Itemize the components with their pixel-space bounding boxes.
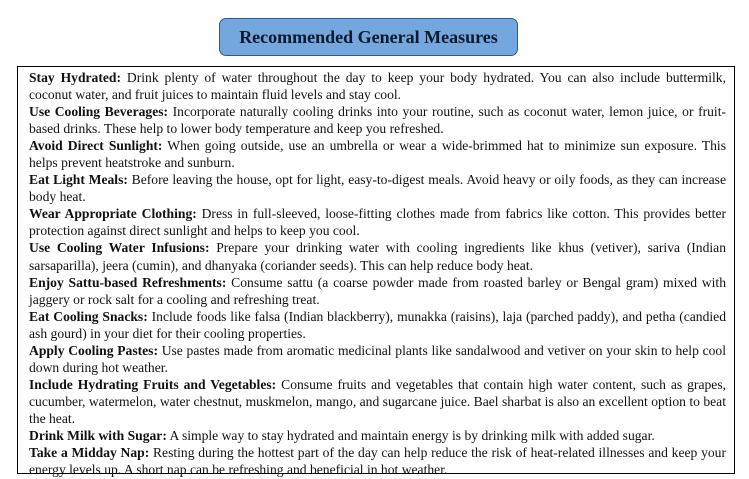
measure-text: When going outside, use an umbrella or wear a wide-brimmed hat to minimize sun exposure. This helps prevent heatstroke and sunburn. (29, 138, 726, 171)
measure-text: Use pastes made from aromatic medicinal plants like sandalwood and vetiver on your skin to help cool down during hot weather. (29, 342, 726, 375)
measure-heading: Eat Light Meals: (29, 172, 128, 188)
measure-text: Consume sattu (a coarse powder made from roasted barley or Bengal gram) mixed with jaggery or rock salt for a cooling and refreshing treat. (29, 274, 726, 307)
measure-item (29, 427, 726, 444)
measure-item (29, 342, 726, 376)
measure-heading: Eat Cooling Snacks: (29, 308, 148, 324)
measure-item (29, 171, 726, 205)
measure-item (29, 103, 726, 137)
measure-heading: Drink Milk with Sugar: (29, 427, 167, 443)
measure-item (29, 376, 726, 427)
measure-item (29, 239, 726, 273)
measure-heading: Apply Cooling Pastes: (29, 342, 158, 358)
measure-item (29, 444, 726, 478)
measure-text: Incorporate naturally cooling drinks into your routine, such as coconut water, lemon juice, or fruit-based drinks. These help to lower body temperature and keep you refreshed. (29, 104, 726, 137)
section-title-text: Recommended General Measures (239, 26, 498, 47)
measure-heading: Avoid Direct Sunlight: (29, 138, 163, 154)
measure-item (29, 69, 726, 103)
section-title (219, 18, 518, 56)
measure-heading: Include Hydrating Fruits and Vegetables: (29, 376, 277, 392)
measure-item (29, 137, 726, 171)
measure-item (29, 274, 726, 308)
measure-heading: Stay Hydrated: (29, 70, 121, 85)
measure-text: Consume fruits and vegetables that contain high water content, such as grapes, cucumber, watermelon, water chestnut, muskmelon, mango, and sugarcane juice. Bael sharbat is also an excellent option to beat the heat. (29, 376, 727, 426)
measure-text: Resting during the hottest part of the day can help reduce the risk of heat-related illnesses and keep your energy levels up. A short nap can be refreshing and beneficial in hot weather. (29, 445, 726, 478)
measure-heading: Enjoy Sattu-based Refreshments: (29, 274, 227, 290)
measure-text: Drink plenty of water throughout the day to keep your body hydrated. You can also include buttermilk, coconut water, and fruit juices to maintain fluid levels and stay cool. (29, 70, 726, 103)
measure-text: Before leaving the house, opt for light, easy-to-digest meals. Avoid heavy or oily foods, as they can increase body heat. (29, 172, 726, 205)
measure-text: Prepare your drinking water with cooling ingredients like khus (vetiver), sariva (Indian sarsaparilla), jeera (cumin), and dhanyaka (coriander seeds). This can help reduce body heat. (29, 240, 726, 273)
measure-text: A simple way to stay hydrated and maintain energy is by drinking milk with added sugar. (166, 427, 655, 443)
measure-heading: Wear Appropriate Clothing: (29, 206, 197, 222)
measure-text: Include foods like falsa (Indian blackberry), munakka (raisins), laja (parched paddy), and petha (candied ash gourd) in your diet for their cooling properties. (29, 308, 726, 341)
measure-item (29, 308, 726, 342)
measure-heading: Use Cooling Beverages: (29, 104, 169, 120)
measures-box (17, 66, 735, 478)
measure-heading: Use Cooling Water Infusions: (29, 240, 210, 256)
measure-item (29, 205, 726, 239)
measure-heading: Take a Midday Nap: (29, 445, 150, 461)
measure-text: Dress in full-sleeved, loose-fitting clothes made from fabrics like cotton. This provides better protection against direct sunlight and helps to keep you cool. (29, 206, 726, 239)
